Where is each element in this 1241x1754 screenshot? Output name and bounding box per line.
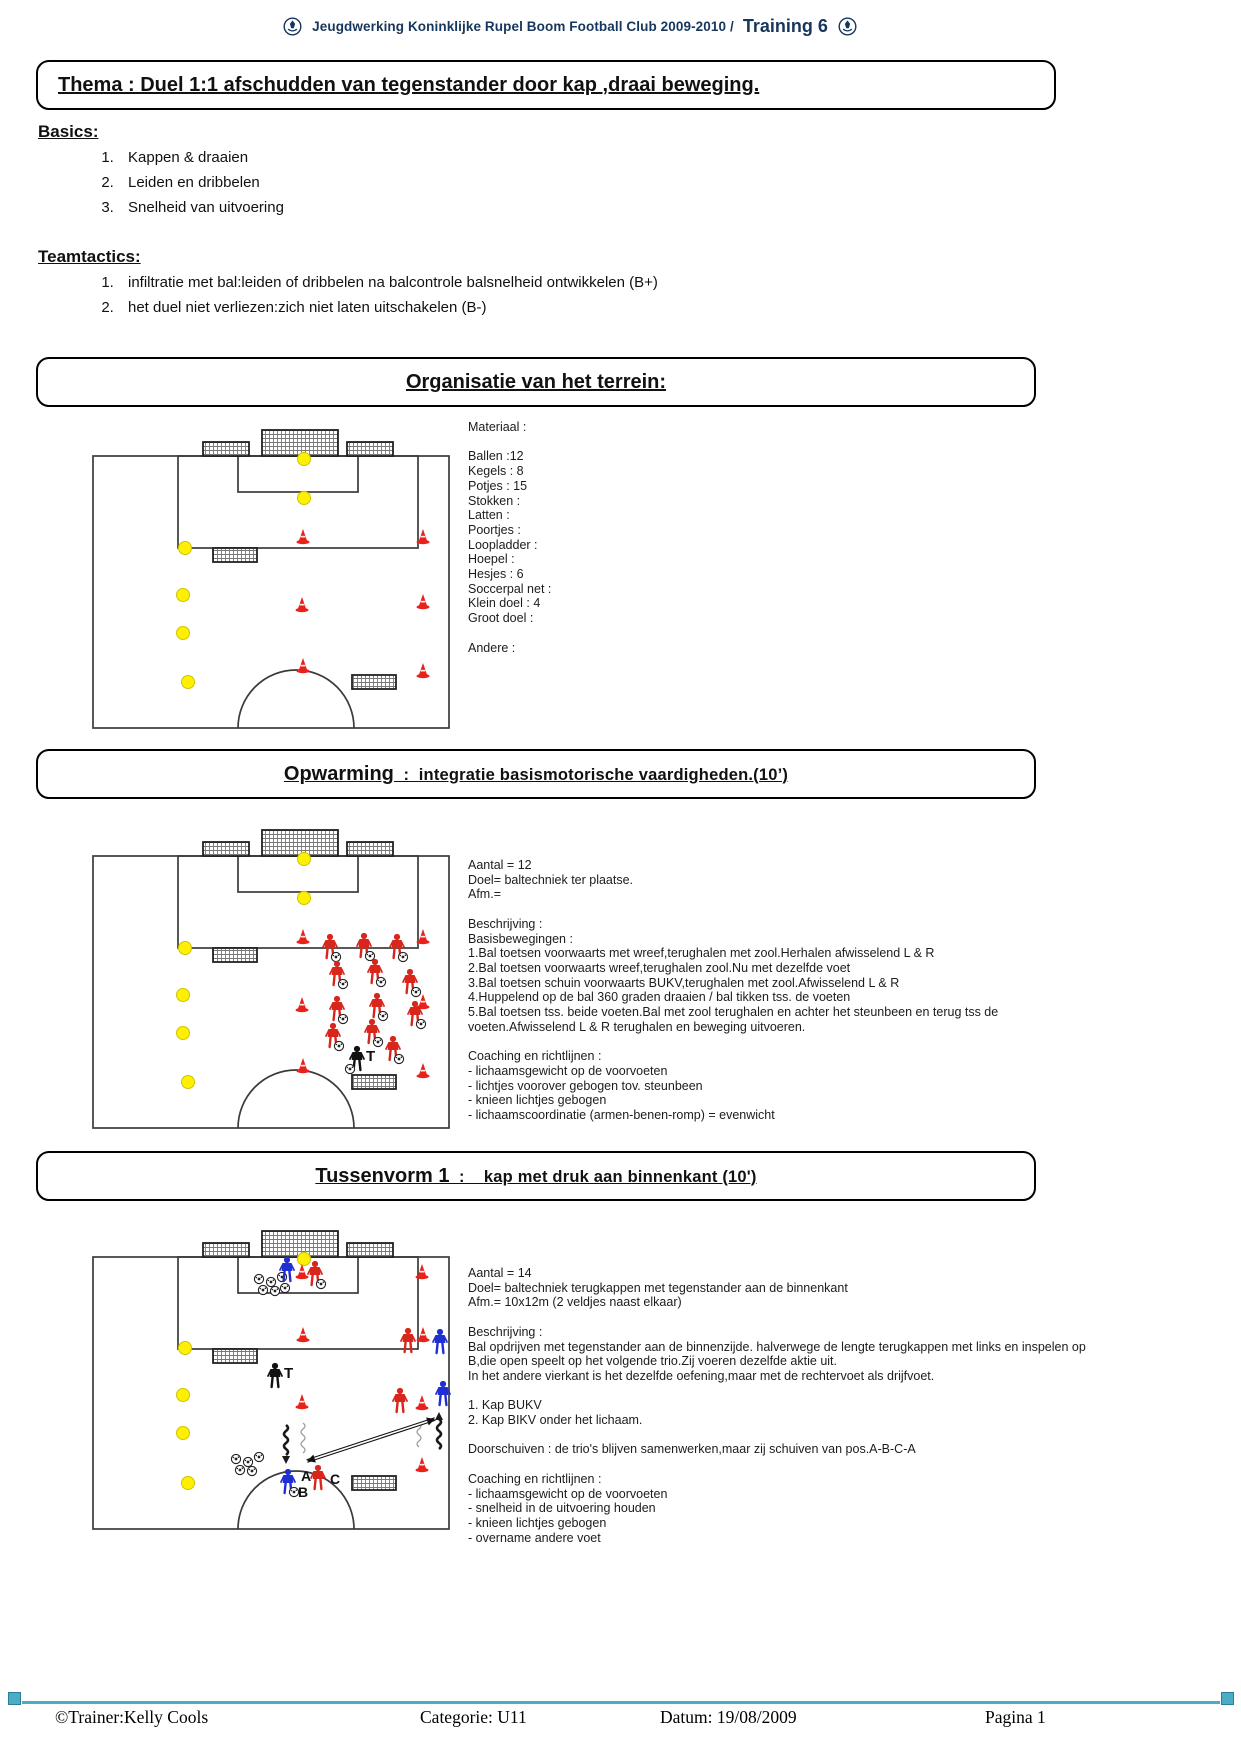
field-diagram-organisatie bbox=[81, 426, 461, 738]
text-line: Kegels : 8 bbox=[468, 464, 524, 479]
organisatie-title: Organisatie van het terrein: bbox=[405, 370, 667, 393]
club-crest-right-icon bbox=[837, 16, 858, 37]
opwarming-title: Opwarming : integratie basismotorische vaardigheden.(10’) bbox=[283, 762, 789, 785]
text-line: Hoepel : bbox=[468, 552, 515, 567]
list-item: 2. het duel niet verliezen:zich niet laten uitschakelen (B-) bbox=[118, 299, 658, 316]
text-line bbox=[468, 1428, 1108, 1443]
footer-trainer: ©Trainer:Kelly Cools bbox=[55, 1707, 209, 1727]
tussenvorm-description bbox=[468, 1266, 1108, 1545]
text-line: - knieen lichtjes gebogen bbox=[468, 1515, 607, 1530]
text-line: 2. Kap BIKV onder het lichaam. bbox=[468, 1413, 643, 1428]
text-line: Materiaal : bbox=[468, 420, 527, 434]
text-line bbox=[468, 1034, 1102, 1049]
text-line: Aantal = 12 bbox=[468, 858, 532, 872]
text-line: 1.Bal toetsen voorwaarts met wreef,terughalen met zool.Herhalen afwisselend L & R bbox=[468, 946, 935, 961]
text-line: - knieen lichtjes gebogen bbox=[468, 1093, 607, 1108]
text-line: Stokken : bbox=[468, 493, 521, 508]
text-line bbox=[468, 626, 551, 641]
page-header bbox=[70, 16, 1070, 37]
svg-text:T: T bbox=[284, 1365, 294, 1382]
text-line: Basisbewegingen : bbox=[468, 931, 573, 946]
text-line: 4.Huppelend op de bal 360 graden draaien / bal tikken tss. de voeten bbox=[468, 990, 851, 1005]
field-diagram-opwarming bbox=[81, 826, 461, 1138]
header-training-number: Training 6 bbox=[742, 16, 828, 36]
text-line: 2.Bal toetsen voorwaarts wreef,terughalen zool.Nu met dezelfde voet bbox=[468, 960, 851, 975]
text-line: Bal opdrijven met tegenstander aan de binnenzijde. halverwege de lengte terugkappen met links en inspelen op B,die open speelt op het volgende trio.Zij voeren dezelfde aktie uit. bbox=[468, 1339, 1090, 1369]
text-line: Afm.= 10x12m (2 veldjes naast elkaar) bbox=[468, 1295, 682, 1310]
text-line bbox=[468, 1457, 1108, 1472]
list-item: 2. Leiden en dribbelen bbox=[118, 174, 284, 191]
text-line: In het andere vierkant is het dezelfde oefening,maar met de rechtervoet als drijfvoet. bbox=[468, 1368, 935, 1383]
text-line bbox=[468, 435, 551, 450]
materiaal-list bbox=[468, 420, 551, 655]
text-line: Loopladder : bbox=[468, 537, 538, 552]
teamtactics-list bbox=[38, 274, 658, 316]
text-line: - lichaamscoordinatie (armen-benen-romp) = evenwicht bbox=[468, 1107, 775, 1122]
text-line: - lichtjes voorover gebogen tov. steunbeen bbox=[468, 1078, 703, 1093]
header-club-title: Jeugdwerking Koninklijke Rupel Boom Football Club 2009-2010 / bbox=[312, 19, 734, 34]
text-line: Coaching en richtlijnen : bbox=[468, 1049, 602, 1064]
footer-left-square bbox=[8, 1692, 21, 1705]
field-diagram-tussenvorm bbox=[81, 1227, 461, 1539]
basics-list bbox=[38, 149, 284, 216]
text-line: Doel= baltechniek ter plaatse. bbox=[468, 872, 634, 887]
text-line: 1. Kap BUKV bbox=[468, 1398, 542, 1413]
svg-text:B: B bbox=[298, 1484, 309, 1500]
teamtactics-heading: Teamtactics: bbox=[38, 247, 141, 266]
club-crest-left-icon bbox=[282, 16, 303, 37]
text-line: Afm.= bbox=[468, 887, 501, 902]
text-line: Groot doel : bbox=[468, 611, 534, 626]
text-line: Beschrijving : bbox=[468, 1324, 543, 1339]
text-line: - overname andere voet bbox=[468, 1530, 601, 1545]
text-line: - lichaamsgewicht op de voorvoeten bbox=[468, 1486, 668, 1501]
text-line: Poortjes : bbox=[468, 522, 521, 537]
opwarming-description bbox=[468, 858, 1102, 1123]
text-line: Coaching en richtlijnen : bbox=[468, 1471, 602, 1486]
text-line bbox=[468, 902, 1102, 917]
basics-heading: Basics: bbox=[38, 122, 99, 141]
footer-divider bbox=[22, 1701, 1220, 1704]
text-line: Latten : bbox=[468, 508, 510, 523]
svg-text:T: T bbox=[366, 1048, 376, 1065]
text-line bbox=[468, 1384, 1108, 1399]
footer-datum: Datum: 19/08/2009 bbox=[660, 1707, 797, 1727]
text-line: Andere : bbox=[468, 640, 516, 655]
text-line: Potjes : 15 bbox=[468, 478, 528, 493]
text-line: Doel= baltechniek terugkappen met tegenstander aan de binnenkant bbox=[468, 1280, 848, 1295]
list-item: 1. infiltratie met bal:leiden of dribbelen na balcontrole balsnelheid ontwikkelen (B+) bbox=[118, 274, 658, 291]
text-line: - snelheid in de uitvoering houden bbox=[468, 1501, 656, 1516]
list-item: 3. Snelheid van uitvoering bbox=[118, 199, 284, 216]
thema-title: Thema : Duel 1:1 afschudden van tegenstander door kap ,draai beweging. bbox=[58, 73, 760, 96]
text-line bbox=[468, 1310, 1108, 1325]
text-line: Beschrijving : bbox=[468, 916, 543, 931]
footer-categorie: Categorie: U11 bbox=[420, 1707, 527, 1727]
footer-pagina: Pagina 1 bbox=[985, 1707, 1046, 1727]
text-line: 5.Bal toetsen tss. beide voeten.Bal met zool terughalen en achter het steunbeen en terug tss de voeten.Afwisselend L & R terughalen en beweging uitvoeren. bbox=[468, 1005, 1002, 1034]
text-line: Doorschuiven : de trio's blijven samenwerken,maar zij schuiven van pos.A-B-C-A bbox=[468, 1442, 916, 1457]
text-line: - lichaamsgewicht op de voorvoeten bbox=[468, 1063, 668, 1078]
organisatie-box bbox=[36, 357, 1036, 407]
text-line: Aantal = 14 bbox=[468, 1266, 532, 1280]
text-line: Ballen :12 bbox=[468, 449, 524, 464]
text-line: Klein doel : 4 bbox=[468, 596, 541, 611]
text-line: 3.Bal toetsen schuin voorwaarts BUKV,terughalen met zool.Afwisselend L & R bbox=[468, 975, 900, 990]
basics-section bbox=[38, 122, 284, 224]
footer-right-square bbox=[1221, 1692, 1234, 1705]
list-item: 1. Kappen & draaien bbox=[118, 149, 284, 166]
svg-text:C: C bbox=[330, 1471, 341, 1487]
teamtactics-section bbox=[38, 247, 658, 324]
tussenvorm-title: Tussenvorm 1 : kap met druk aan binnenkant (10') bbox=[315, 1164, 757, 1187]
opwarming-box bbox=[36, 749, 1036, 799]
text-line: Hesjes : 6 bbox=[468, 567, 524, 582]
text-line: Soccerpal net : bbox=[468, 581, 552, 596]
thema-box bbox=[36, 60, 1056, 110]
tussenvorm-box bbox=[36, 1151, 1036, 1201]
svg-text:A: A bbox=[301, 1468, 312, 1484]
